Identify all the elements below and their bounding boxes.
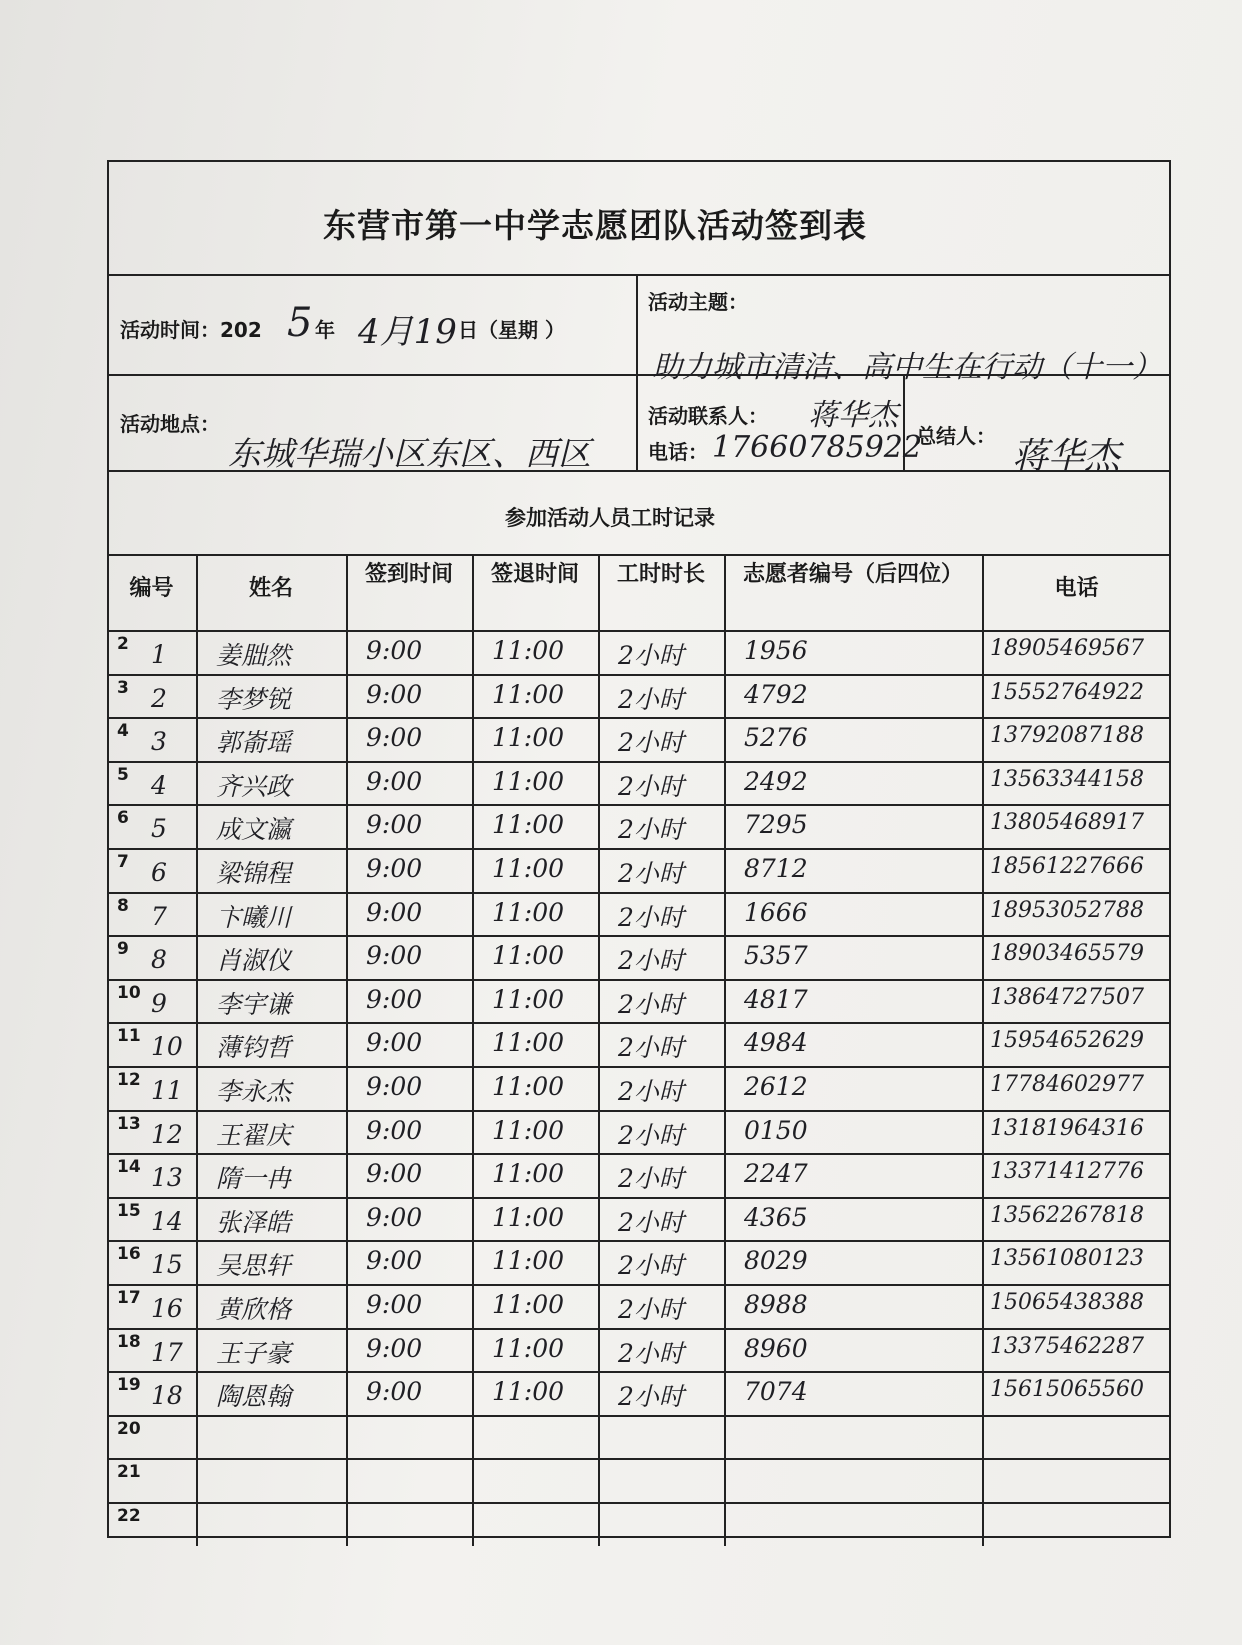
- row-handwritten-index: 11: [151, 1076, 183, 1105]
- cell-sign-out: 11:00: [492, 766, 565, 796]
- section-title: 参加活动人员工时记录: [505, 506, 715, 530]
- cell-hours: 2小时: [618, 1077, 684, 1106]
- table-row-line: [107, 848, 1171, 850]
- row-number: 2: [117, 634, 129, 654]
- cell-name: 梁锦程: [216, 859, 292, 888]
- row-handwritten-index: 2: [151, 683, 167, 713]
- row-handwritten-index: 5: [151, 814, 167, 844]
- table-row-line: [107, 1458, 1171, 1460]
- cell-volunteer-id: 8712: [744, 854, 808, 883]
- cell-phone: 18903465579: [990, 941, 1144, 967]
- activity-time-label: 活动时间：202: [120, 318, 262, 342]
- cell-sign-out: 11:00: [492, 1202, 565, 1232]
- cell-sign-in: 9:00: [366, 1377, 423, 1407]
- cell-name: 卞曦川: [216, 902, 292, 932]
- table-header-5: 工时时长: [616, 562, 705, 587]
- cell-phone: 18561227666: [990, 854, 1144, 879]
- row-number: 13: [117, 1113, 141, 1134]
- cell-name: 李梦锐: [216, 684, 292, 714]
- cell-sign-in: 9:00: [366, 1072, 423, 1101]
- cell-sign-in: 9:00: [366, 723, 423, 753]
- table-column-line: [472, 554, 474, 1546]
- row-handwritten-index: 9: [151, 988, 167, 1018]
- row-number: 8: [117, 895, 129, 916]
- table-top-line: [107, 554, 1171, 556]
- cell-phone: 13371412776: [990, 1159, 1144, 1185]
- cell-name: 齐兴政: [216, 771, 292, 801]
- cell-volunteer-id: 8960: [744, 1333, 808, 1363]
- cell-name: 薄钧哲: [216, 1033, 292, 1063]
- table-row-line: [107, 935, 1171, 937]
- cell-sign-in: 9:00: [366, 810, 423, 840]
- cell-sign-in: 9:00: [366, 854, 423, 883]
- activity-theme-value: 助力城市清洁、高中生在行动（十一）: [652, 350, 1162, 385]
- cell-phone: 13375462287: [990, 1333, 1144, 1359]
- cell-sign-in: 9:00: [366, 1333, 423, 1363]
- table-row-line: [107, 1153, 1171, 1155]
- table-column-line: [598, 554, 600, 1546]
- form-title: 东营市第一中学志愿团队活动签到表: [323, 206, 867, 245]
- row-number: 4: [117, 721, 129, 742]
- cell-hours: 2小时: [618, 859, 684, 888]
- cell-sign-out: 11:00: [492, 636, 565, 665]
- cell-phone: 13561080123: [990, 1246, 1144, 1272]
- summarizer-value: 蒋华杰: [1012, 436, 1121, 477]
- row-number: 12: [117, 1070, 141, 1090]
- row-number: 19: [117, 1375, 141, 1396]
- cell-volunteer-id: 1956: [744, 636, 808, 665]
- cell-phone: 13562267818: [990, 1202, 1144, 1228]
- cell-sign-out: 11:00: [492, 897, 565, 927]
- table-header-line: [107, 630, 1171, 632]
- activity-time-year-suffix: 年: [315, 318, 335, 342]
- cell-name: 黄欣格: [216, 1295, 292, 1324]
- cell-sign-out: 11:00: [492, 723, 565, 753]
- cell-name: 隋一冉: [216, 1164, 292, 1194]
- cell-hours: 2小时: [618, 641, 684, 670]
- cell-phone: 13181964316: [990, 1115, 1144, 1141]
- cell-phone: 15954652629: [990, 1028, 1144, 1054]
- table-row-line: [107, 1284, 1171, 1286]
- table-row-line: [107, 1371, 1171, 1373]
- cell-volunteer-id: 4817: [744, 984, 808, 1014]
- cell-sign-in: 9:00: [366, 1159, 423, 1189]
- cell-hours: 2小时: [618, 1164, 684, 1194]
- activity-location-value: 东城华瑞小区东区、西区: [228, 434, 591, 473]
- cell-hours: 2小时: [618, 1295, 684, 1324]
- row-number: 17: [117, 1288, 141, 1308]
- cell-hours: 2小时: [618, 728, 684, 758]
- row-number: 14: [117, 1157, 141, 1178]
- table-row-line: [107, 1066, 1171, 1068]
- cell-sign-in: 9:00: [366, 941, 423, 971]
- table-header-4: 签退时间: [490, 562, 579, 587]
- cell-name: 王子豪: [216, 1338, 292, 1368]
- table-header-6: 志愿者编号（后四位）: [742, 562, 963, 587]
- cell-hours: 2小时: [618, 771, 684, 801]
- cell-name: 陶恩翰: [216, 1382, 292, 1412]
- activity-location-label: 活动地点：: [120, 412, 220, 436]
- cell-phone: 13864727507: [990, 984, 1144, 1010]
- cell-phone: 18905469567: [990, 636, 1144, 661]
- cell-sign-out: 11:00: [492, 1333, 565, 1363]
- cell-hours: 2小时: [618, 684, 684, 714]
- cell-sign-in: 9:00: [366, 1202, 423, 1232]
- cell-name: 王翟庆: [216, 1120, 292, 1150]
- row-handwritten-index: 15: [151, 1250, 183, 1280]
- cell-hours: 2小时: [618, 1382, 684, 1412]
- cell-volunteer-id: 5276: [744, 723, 808, 753]
- row-number: 11: [117, 1026, 141, 1047]
- cell-name: 吴思轩: [216, 1251, 292, 1281]
- activity-theme-label: 活动主题：: [648, 290, 748, 314]
- row-handwritten-index: 13: [151, 1163, 183, 1193]
- table-column-line: [346, 554, 348, 1546]
- row-number: 10: [117, 982, 141, 1003]
- cell-sign-in: 9:00: [366, 766, 423, 796]
- row-number: 3: [117, 677, 129, 698]
- cell-name: 郭嵛瑶: [216, 728, 292, 758]
- table-row-line: [107, 717, 1171, 719]
- cell-phone: 13805468917: [990, 810, 1144, 836]
- cell-sign-out: 11:00: [492, 1159, 565, 1189]
- table-row-line: [107, 1197, 1171, 1199]
- cell-volunteer-id: 8988: [744, 1290, 808, 1319]
- table-header-3: 签到时间: [364, 562, 453, 587]
- cell-sign-out: 11:00: [492, 679, 565, 709]
- cell-phone: 18953052788: [990, 897, 1144, 923]
- row-number: 22: [117, 1506, 141, 1526]
- cell-volunteer-id: 1666: [744, 897, 808, 927]
- cell-name: 李宇谦: [216, 989, 292, 1019]
- cell-sign-out: 11:00: [492, 941, 565, 971]
- row-number: 20: [117, 1418, 141, 1439]
- cell-sign-out: 11:00: [492, 1028, 565, 1058]
- contact-phone-label: 电话：: [648, 440, 708, 464]
- cell-sign-in: 9:00: [366, 1028, 423, 1058]
- cell-volunteer-id: 2247: [744, 1159, 808, 1189]
- cell-sign-in: 9:00: [366, 984, 423, 1014]
- cell-sign-in: 9:00: [366, 1115, 423, 1145]
- row-number: 7: [117, 852, 129, 872]
- cell-sign-in: 9:00: [366, 636, 423, 665]
- row-number: 5: [117, 764, 129, 785]
- row-handwritten-index: 4: [151, 770, 167, 800]
- cell-name: 成文瀛: [216, 815, 292, 845]
- cell-name: 肖淑仪: [216, 946, 292, 976]
- cell-sign-out: 11:00: [492, 1246, 565, 1276]
- cell-name: 姜朏然: [216, 641, 292, 670]
- cell-phone: 13563344158: [990, 766, 1144, 792]
- row-handwritten-index: 17: [151, 1337, 183, 1367]
- row-handwritten-index: 6: [151, 858, 167, 887]
- cell-volunteer-id: 7074: [744, 1377, 808, 1407]
- cell-sign-out: 11:00: [492, 1290, 565, 1319]
- row-handwritten-index: 7: [151, 901, 167, 931]
- cell-hours: 2小时: [618, 1120, 684, 1150]
- table-column-line: [196, 554, 198, 1546]
- cell-phone: 15552764922: [990, 679, 1144, 705]
- cell-hours: 2小时: [618, 815, 684, 845]
- cell-sign-out: 11:00: [492, 1377, 565, 1407]
- cell-phone: 15615065560: [990, 1377, 1144, 1403]
- row-handwritten-index: 16: [151, 1294, 183, 1323]
- contact-person-value: 蒋华杰: [808, 398, 898, 433]
- cell-volunteer-id: 2612: [744, 1072, 808, 1101]
- contact-phone-value: 17660785922: [712, 430, 922, 465]
- table-row-line: [107, 1110, 1171, 1112]
- row-handwritten-index: 8: [151, 945, 167, 975]
- cell-name: 张泽皓: [216, 1207, 292, 1237]
- cell-volunteer-id: 2492: [744, 766, 808, 796]
- cell-sign-out: 11:00: [492, 810, 565, 840]
- table-row-line: [107, 1022, 1171, 1024]
- cell-volunteer-id: 4984: [744, 1028, 808, 1058]
- table-row-line: [107, 1502, 1171, 1504]
- cell-name: 李永杰: [216, 1077, 292, 1106]
- table-row-line: [107, 979, 1171, 981]
- row-handwritten-index: 3: [151, 727, 167, 757]
- table-column-line: [724, 554, 726, 1546]
- divider-title: [107, 274, 1171, 276]
- row-number: 21: [117, 1462, 141, 1483]
- row-handwritten-index: 18: [151, 1381, 183, 1411]
- cell-sign-in: 9:00: [366, 897, 423, 927]
- cell-hours: 2小时: [618, 1033, 684, 1063]
- cell-volunteer-id: 8029: [744, 1246, 808, 1276]
- table-header-7: 电话: [1054, 576, 1099, 601]
- row-number: 15: [117, 1200, 141, 1221]
- activity-time-weekday: 日（星期 ）: [458, 318, 565, 342]
- cell-volunteer-id: 4792: [744, 679, 808, 709]
- table-row-line: [107, 1240, 1171, 1242]
- cell-sign-out: 11:00: [492, 1115, 565, 1145]
- cell-hours: 2小时: [618, 1207, 684, 1237]
- cell-hours: 2小时: [618, 902, 684, 932]
- row-number: 16: [117, 1244, 141, 1265]
- cell-sign-in: 9:00: [366, 679, 423, 709]
- cell-hours: 2小时: [618, 989, 684, 1019]
- cell-phone: 13792087188: [990, 723, 1144, 749]
- table-row-line: [107, 761, 1171, 763]
- cell-volunteer-id: 0150: [744, 1115, 808, 1145]
- row-number: 6: [117, 808, 129, 829]
- cell-hours: 2小时: [618, 1251, 684, 1281]
- cell-phone: 17784602977: [990, 1072, 1144, 1097]
- activity-time-year: 5: [287, 300, 313, 346]
- table-column-line: [982, 554, 984, 1546]
- activity-time-date: 4月19: [358, 312, 457, 352]
- row-number: 9: [117, 939, 129, 960]
- cell-phone: 15065438388: [990, 1290, 1144, 1315]
- table-row-line: [107, 804, 1171, 806]
- cell-volunteer-id: 5357: [744, 941, 808, 971]
- cell-volunteer-id: 7295: [744, 810, 808, 840]
- cell-sign-in: 9:00: [366, 1246, 423, 1276]
- table-header-1: 编号: [129, 576, 174, 601]
- row-handwritten-index: 10: [151, 1032, 183, 1062]
- cell-sign-out: 11:00: [492, 984, 565, 1014]
- contact-person-label: 活动联系人：: [648, 404, 768, 428]
- cell-sign-out: 11:00: [492, 1072, 565, 1101]
- divider-theme: [636, 274, 638, 470]
- cell-sign-in: 9:00: [366, 1290, 423, 1319]
- table-header-2: 姓名: [248, 576, 293, 601]
- row-handwritten-index: 1: [151, 640, 167, 669]
- cell-hours: 2小时: [618, 946, 684, 976]
- row-number: 18: [117, 1331, 141, 1352]
- table-row-line: [107, 892, 1171, 894]
- table-row-line: [107, 1415, 1171, 1417]
- row-handwritten-index: 12: [151, 1119, 183, 1149]
- summarizer-label: 总结人：: [916, 424, 996, 448]
- row-handwritten-index: 14: [151, 1206, 183, 1236]
- table-row-line: [107, 1328, 1171, 1330]
- cell-hours: 2小时: [618, 1338, 684, 1368]
- cell-sign-out: 11:00: [492, 854, 565, 883]
- cell-volunteer-id: 4365: [744, 1202, 808, 1232]
- table-row-line: [107, 674, 1171, 676]
